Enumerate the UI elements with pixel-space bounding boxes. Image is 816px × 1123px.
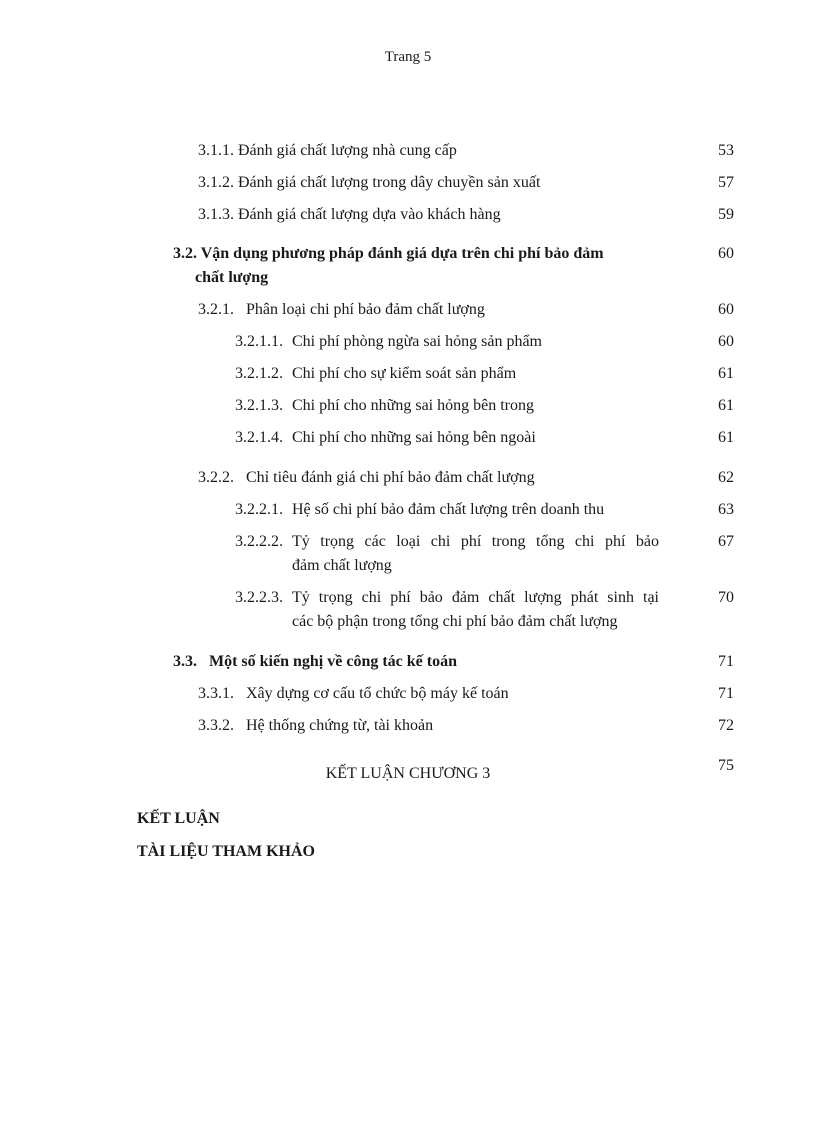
entry-number: 3.1.2.	[198, 174, 234, 191]
page-number: 60	[718, 301, 734, 318]
entry-number: 3.1.1.	[198, 142, 234, 159]
entry-title: Hệ số chi phí bảo đảm chất lượng trên doanh thu	[292, 501, 605, 518]
entry-number: 3.2.2.2.	[235, 533, 283, 550]
entry-title: Chỉ tiêu đánh giá chi phí bảo đảm chất lượng	[246, 469, 535, 486]
toc-section-3-2[interactable]	[173, 242, 668, 290]
entry-title: Chi phí cho sự kiểm soát sản phẩm	[292, 365, 517, 382]
entry-number: 3.1.3.	[198, 206, 234, 223]
entry-number: 3.2.1.3.	[235, 397, 283, 414]
entry-number: 3.2.1.1.	[235, 333, 283, 350]
page-number: 61	[718, 429, 734, 446]
page-number: 62	[718, 469, 734, 486]
page-number: 63	[718, 501, 734, 518]
toc-entry-chapter-conclusion[interactable]: KẾT LUẬN CHƯƠNG 3	[325, 765, 491, 782]
section-title-line1: 3.2. Vận dụng phương pháp đánh giá dựa trên chi phí bảo đảm	[173, 245, 604, 262]
page-number: 60	[718, 245, 734, 262]
entry-number: 3.3.1.	[198, 685, 234, 702]
page-number: 71	[718, 685, 734, 702]
page-number: 59	[718, 206, 734, 223]
entry-title-line2: đảm chất lượng	[292, 557, 392, 574]
entry-number: 3.2.2.1.	[235, 501, 283, 518]
entry-title: Hệ thống chứng từ, tài khoản	[246, 717, 434, 734]
section-title: Một số kiến nghị về công tác kế toán	[209, 653, 457, 670]
section-number: 3.3.	[173, 653, 197, 670]
entry-title: Chi phí cho những sai hỏng bên trong	[292, 397, 534, 414]
entry-title: Đánh giá chất lượng nhà cung cấp	[238, 142, 457, 159]
entry-title-line1: Tỷ trọng các loại chi phí trong tổng chi phí bảo	[292, 533, 659, 550]
page-number: 60	[718, 333, 734, 350]
page-number: 67	[718, 533, 734, 550]
page-number: 57	[718, 174, 734, 191]
page-number: 61	[718, 365, 734, 382]
entry-number: 3.2.1.	[198, 301, 234, 318]
toc-entry-references[interactable]: TÀI LIỆU THAM KHẢO	[137, 843, 315, 860]
page-number: 53	[718, 142, 734, 159]
entry-title-line1: Tỷ trọng chi phí bảo đảm chất lượng phát sinh tại	[292, 589, 659, 606]
entry-title: Phân loại chi phí bảo đảm chất lượng	[246, 301, 485, 318]
page-number: 61	[718, 397, 734, 414]
toc-entry-conclusion[interactable]: KẾT LUẬN	[137, 810, 220, 827]
page-number: 71	[718, 653, 734, 670]
entry-title-line2: các bộ phận trong tổng chi phí bảo đảm chất lượng	[292, 613, 618, 630]
entry-number: 3.2.1.2.	[235, 365, 283, 382]
page-number: 72	[718, 717, 734, 734]
entry-title: Chi phí phòng ngừa sai hỏng sản phẩm	[292, 333, 542, 350]
entry-title: Xây dựng cơ cấu tổ chức bộ máy kế toán	[246, 685, 509, 702]
entry-number: 3.2.2.	[198, 469, 234, 486]
entry-number: 3.3.2.	[198, 717, 234, 734]
page-number: 75	[718, 757, 734, 774]
page-number: 70	[718, 589, 734, 606]
entry-title: Đánh giá chất lượng dựa vào khách hàng	[238, 206, 501, 223]
section-title-line2: chất lượng	[195, 269, 269, 286]
page-header: Trang 5	[384, 49, 432, 65]
entry-number: 3.2.1.4.	[235, 429, 283, 446]
entry-title: Đánh giá chất lượng trong dây chuyền sản xuất	[238, 174, 541, 191]
entry-title: Chi phí cho những sai hỏng bên ngoài	[292, 429, 536, 446]
entry-number: 3.2.2.3.	[235, 589, 283, 606]
